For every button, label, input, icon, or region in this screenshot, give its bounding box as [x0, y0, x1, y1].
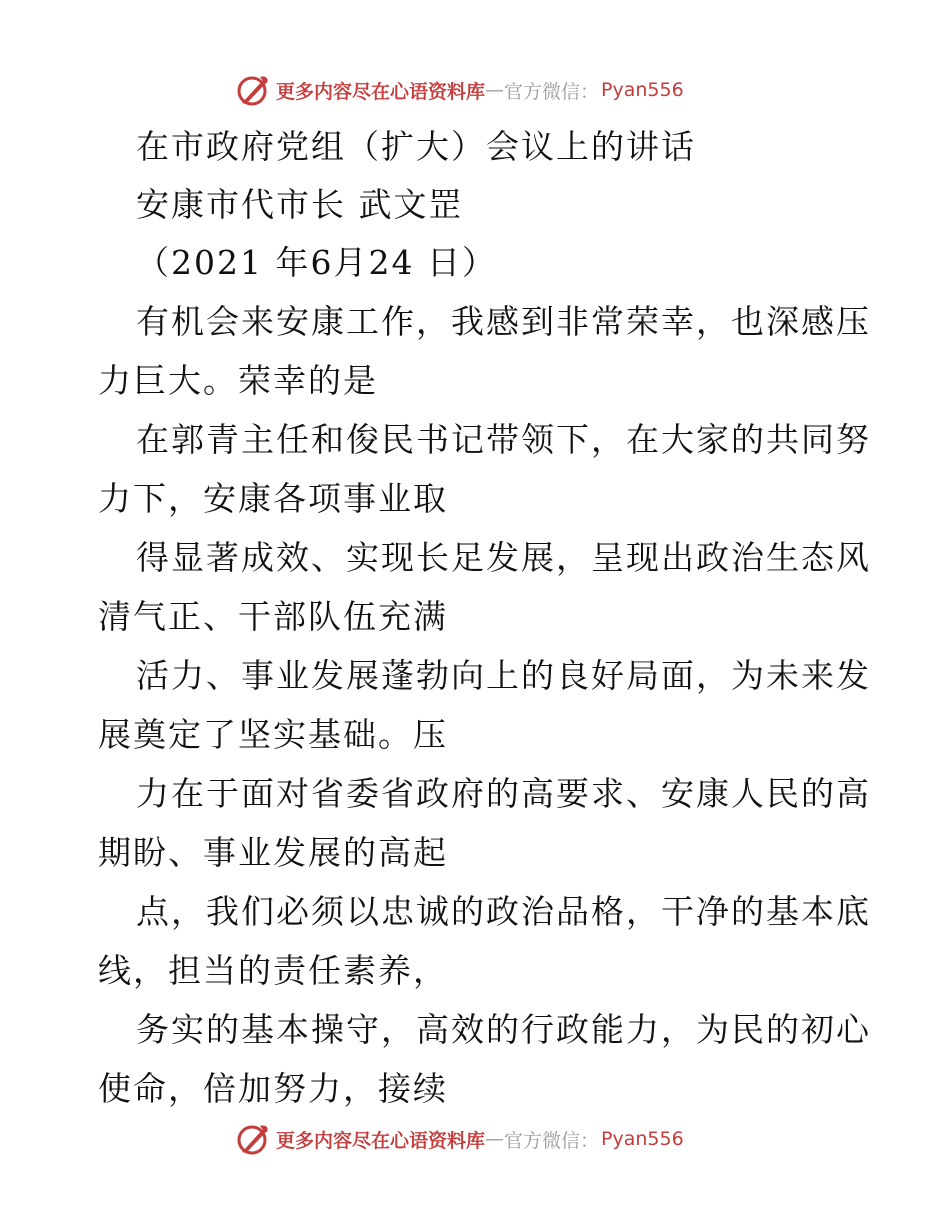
body-line: 点，我们必须以忠诚的政治品格，干净的基本底 [136, 892, 871, 931]
footer-watermark [236, 1121, 684, 1157]
body-line: 清气正、干部队伍充满 [98, 597, 448, 636]
header-watermark [236, 72, 684, 108]
watermark-wechat-id: Pyan556 [601, 1128, 684, 1150]
watermark-dash: — [485, 79, 505, 101]
body-line: 线，担当的责任素养， [98, 951, 448, 990]
speaker-line: 安康市代市长 武文罡 [136, 185, 464, 224]
watermark-text: 更多内容尽在心语资料库 [276, 1129, 486, 1152]
body-line: 力在于面对省委省政府的高要求、安康人民的高 [136, 774, 871, 813]
date-line: （2021 年6月24 日） [136, 243, 497, 282]
watermark-official-label: 官方微信： [504, 1129, 600, 1152]
body-line: 使命，倍加努力，接续 [98, 1069, 448, 1108]
watermark-official-label: 官方微信： [504, 80, 600, 103]
body-line: 务实的基本操守，高效的行政能力，为民的初心 [136, 1010, 871, 1049]
watermark-dash: — [485, 1128, 505, 1150]
quill-logo-icon [236, 1122, 270, 1156]
body-line: 在郭青主任和俊民书记带领下，在大家的共同努 [136, 420, 871, 459]
body-line: 力巨大。荣幸的是 [98, 361, 378, 400]
body-line: 有机会来安康工作，我感到非常荣幸，也深感压 [136, 302, 871, 341]
body-line: 力下，安康各项事业取 [98, 479, 448, 518]
watermark-wechat-id: Pyan556 [601, 79, 684, 101]
watermark-text: 更多内容尽在心语资料库 [276, 80, 486, 103]
body-line: 得显著成效、实现长足发展，呈现出政治生态风 [136, 538, 871, 577]
document-title: 在市政府党组（扩大）会议上的讲话 [136, 127, 696, 166]
body-line: 期盼、事业发展的高起 [98, 833, 448, 872]
body-line: 展奠定了坚实基础。压 [98, 715, 448, 754]
quill-logo-icon [236, 73, 270, 107]
body-line: 活力、事业发展蓬勃向上的良好局面，为未来发 [136, 656, 871, 695]
